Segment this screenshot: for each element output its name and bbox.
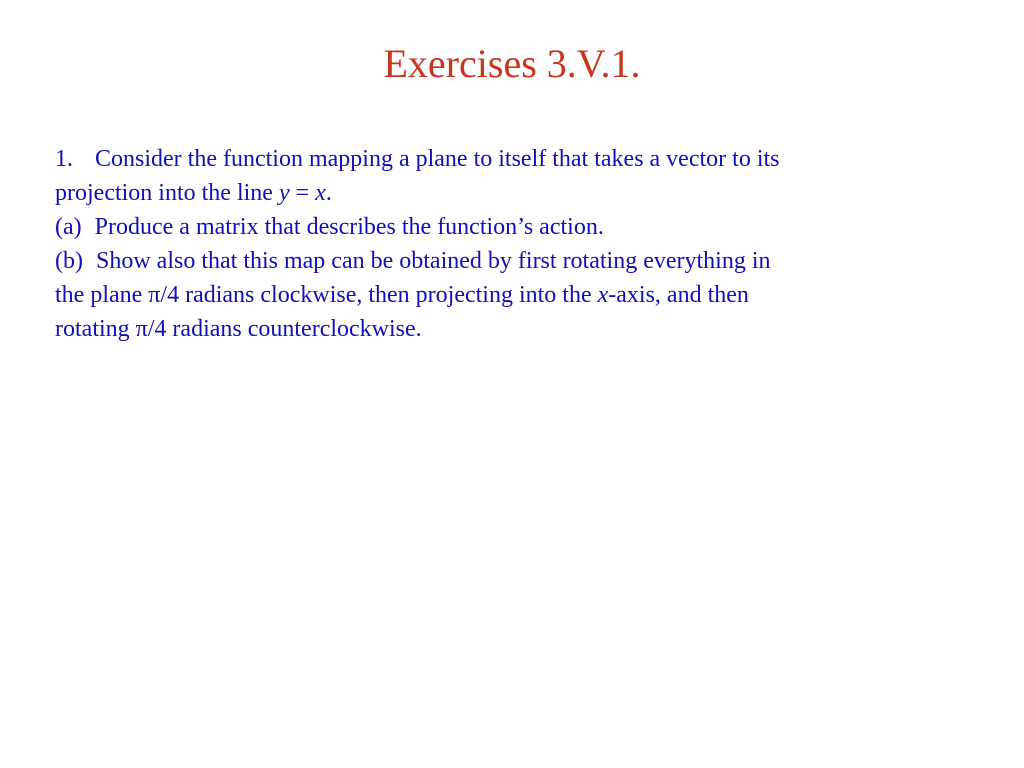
part-b-text-2: the plane π/4 radians clockwise, then projecting into the [55, 282, 598, 308]
slide-title: Exercises 3.V.1. [383, 41, 641, 86]
part-b-text-1: Show also that this map can be obtained by first rotating everything in [95, 248, 771, 274]
part-b-line-2 [55, 278, 995, 312]
math-y: y [278, 180, 290, 206]
equals-sign: = [289, 180, 316, 206]
part-b-line-1 [55, 244, 995, 278]
part-a-label: (a) [55, 214, 82, 240]
problem-1-line-2 [55, 176, 995, 210]
problem-text-2: projection into the line [55, 180, 279, 206]
part-a-text: Produce a matrix that describes the function’s action. [94, 214, 604, 240]
problem-text-1: Consider the function mapping a plane to itself that takes a vector to its [95, 146, 780, 172]
part-b-text-3: -axis, and then [608, 282, 749, 308]
part-b-math-x: x [597, 282, 609, 308]
part-a-line [55, 210, 995, 244]
part-b-text-4: rotating π/4 radians counterclockwise. [55, 316, 422, 342]
period: . [325, 180, 332, 206]
math-x: x [315, 180, 326, 206]
exercise-body [55, 142, 995, 346]
part-b-line-3 [55, 312, 995, 346]
problem-number: 1. [55, 146, 73, 172]
problem-1-line-1 [55, 142, 995, 176]
part-b-label: (b) [55, 248, 83, 274]
